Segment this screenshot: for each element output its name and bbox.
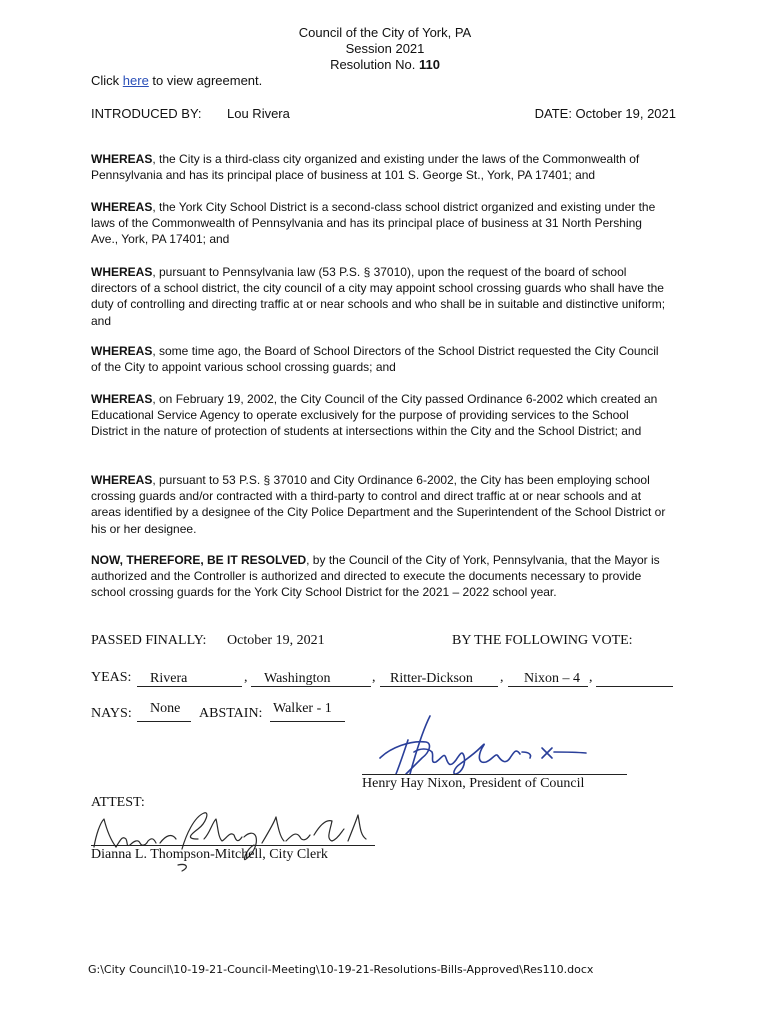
yea-vote: Washington: [264, 671, 331, 686]
introduced-name: Lou Rivera: [227, 106, 290, 121]
para-lead: WHEREAS: [91, 200, 153, 214]
whereas-paragraph-6: [91, 472, 666, 537]
nays-label: NAYS:: [91, 706, 132, 721]
clerk-name: Dianna L. Thompson-Mitchell, City Clerk: [91, 847, 328, 862]
president-name: Henry Hay Nixon, President of Council: [362, 776, 585, 791]
para-text: , some time ago, the Board of School Directors of the School District requested the City Council of the City to appoint various school crossing guards; and: [91, 344, 659, 375]
resolution-prefix: Resolution No.: [330, 57, 419, 72]
passed-label: PASSED FINALLY:: [91, 633, 207, 648]
session-title: Session 2021: [345, 41, 425, 56]
whereas-paragraph-2: [91, 199, 666, 248]
following-vote-label: BY THE FOLLOWING VOTE:: [452, 633, 633, 648]
para-lead: WHEREAS: [91, 392, 153, 406]
para-lead: WHEREAS: [91, 265, 153, 279]
para-lead: WHEREAS: [91, 344, 153, 358]
whereas-paragraph-1: [91, 151, 666, 183]
para-text: , the York City School District is a second-class school district organized and existing under the laws of the Commonwealth of Pennsylvania and has its principal place of business at 31 North Pershing Ave., York, PA 17401; and: [91, 200, 656, 247]
yea-vote: Rivera: [150, 671, 188, 686]
whereas-paragraph-3: [91, 264, 666, 329]
para-text: , pursuant to Pennsylvania law (53 P.S. § 37010), upon the request of the board of school directors of a school district, the city council of a city may appoint school crossing guards who shall have the duty of controlling and directing traffic at or near schools and who shall be in suitable and distinctive uniform; and: [91, 265, 666, 328]
whereas-paragraph-5: [91, 391, 666, 440]
council-title: Council of the City of York, PA: [298, 25, 472, 40]
resolution-number: 110: [418, 57, 440, 72]
para-text: , by the Council of the City of York, Pennsylvania, that the Mayor is authorized and the Controller is authorized and directed to execute the documents necessary to provide school crossing guards for the York City School District for the 2021 – 2022 school year.: [91, 553, 660, 600]
para-text: , the City is a third-class city organized and existing under the laws of the Commonwealth of Pennsylvania and has its principal place of business at 101 S. George St., York, PA 17401; and: [91, 152, 640, 183]
president-signature: [370, 712, 590, 780]
attest-label: ATTEST:: [91, 795, 145, 810]
para-lead: WHEREAS: [91, 473, 153, 487]
resolved-paragraph: [91, 552, 666, 601]
para-lead: WHEREAS: [91, 152, 153, 166]
nays-value: None: [150, 701, 181, 716]
agreement-suffix: to view agreement.: [148, 73, 263, 88]
passed-date: October 19, 2021: [227, 633, 325, 648]
file-path-footer: G:\City Council\10-19-21-Council-Meeting\10-19-21-Resolutions-Bills-Approved\Res110.docx: [88, 963, 594, 976]
yea-vote: Ritter-Dickson: [390, 671, 473, 686]
abstain-label: ABSTAIN:: [199, 706, 263, 721]
whereas-paragraph-4: [91, 343, 666, 375]
resolution-title: [0, 57, 770, 73]
agreement-link[interactable]: here: [122, 73, 149, 88]
resolution-date: DATE: October 19, 2021: [534, 106, 676, 121]
para-text: , on February 19, 2002, the City Council of the City passed Ordinance 6-2002 which created an Educational Service Agency to operate exclusively for the purpose of providing services to the School District in the nature of protection of students at intersections within the City and the School District; and: [91, 392, 658, 439]
introduced-label: INTRODUCED BY:: [91, 106, 202, 121]
yea-vote: Nixon – 4: [524, 671, 580, 686]
para-text: , pursuant to 53 P.S. § 37010 and City Ordinance 6-2002, the City has been employing school crossing guards and/or contracted with a third-party to control and direct traffic at or near schools and at areas identified by a designee of the City Police Department and the Superintendent of the School District or his or her designee.: [91, 473, 666, 536]
yeas-label: YEAS:: [91, 670, 132, 685]
agreement-prefix: Click: [91, 73, 123, 88]
abstain-value: Walker - 1: [273, 701, 332, 716]
agreement-line: [91, 73, 262, 89]
para-lead: NOW, THEREFORE, BE IT RESOLVED: [91, 553, 307, 567]
